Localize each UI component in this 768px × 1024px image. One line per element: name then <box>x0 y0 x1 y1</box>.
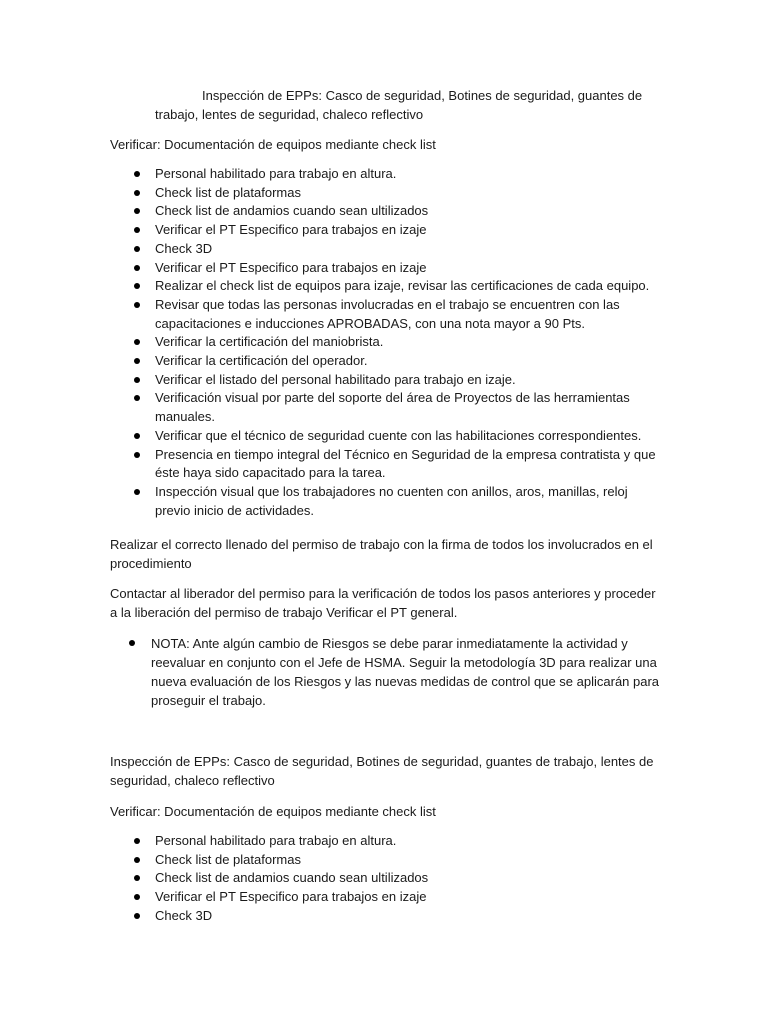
list-item: Inspección visual que los trabajadores no cuenten con anillos, aros, manillas, reloj previo inicio de actividades. <box>155 483 665 520</box>
list-item: Check 3D <box>155 240 665 259</box>
note-item: NOTA: Ante algún cambio de Riesgos se debe parar inmediatamente la actividad y reevaluar en conjunto con el Jefe de HSMA. Seguir la metodología 3D para realizar una nueva evaluación de los Riesgos y las nuevas medidas de control que se aplicarán para proseguir el trabajo. <box>151 634 671 710</box>
list-item: Check 3D <box>155 907 665 926</box>
verify-documentation-paragraph: Verificar: Documentación de equipos mediante check list <box>110 137 436 152</box>
contact-liberator-paragraph: Contactar al liberador del permiso para la verificación de todos los pasos anteriores y proceder a la liberación del permiso de trabajo Verificar el PT general. <box>110 586 656 620</box>
list-item: Personal habilitado para trabajo en altura. <box>155 832 665 851</box>
list-item: Check list de plataformas <box>155 851 665 870</box>
epp-inspection-paragraph-repeat: Inspección de EPPs: Casco de seguridad, Botines de seguridad, guantes de trabajo, lentes de seguridad, chaleco reflectivo <box>110 754 654 788</box>
list-item: Verificar el listado del personal habilitado para trabajo en izaje. <box>155 371 665 390</box>
list-item: Personal habilitado para trabajo en altura. <box>155 165 665 184</box>
list-item: Revisar que todas las personas involucradas en el trabajo se encuentren con las capacitaciones e inducciones APROBADAS, con una nota mayor a 90 Pts. <box>155 296 665 333</box>
note-bullet-list <box>151 634 671 710</box>
list-item: Check list de andamios cuando sean ultilizados <box>155 202 665 221</box>
list-item: Verificar la certificación del operador. <box>155 352 665 371</box>
checklist-bullet-list <box>155 165 665 520</box>
list-item: Check list de plataformas <box>155 184 665 203</box>
list-item: Verificar el PT Especifico para trabajos en izaje <box>155 221 665 240</box>
verify-documentation-paragraph-repeat: Verificar: Documentación de equipos mediante check list <box>110 804 436 819</box>
list-item: Verificación visual por parte del soporte del área de Proyectos de las herramientas manuales. <box>155 389 665 426</box>
list-item: Check list de andamios cuando sean ultilizados <box>155 869 665 888</box>
epp-inspection-line-2: trabajo, lentes de seguridad, chaleco reflectivo <box>155 107 424 122</box>
list-item: Realizar el check list de equipos para izaje, revisar las certificaciones de cada equipo. <box>155 277 665 296</box>
work-permit-paragraph: Realizar el correcto llenado del permiso de trabajo con la firma de todos los involucrados en el procedimiento <box>110 537 653 571</box>
epp-inspection-line-1: Inspección de EPPs: Casco de seguridad, Botines de seguridad, guantes de <box>202 88 643 103</box>
list-item: Verificar el PT Especifico para trabajos en izaje <box>155 259 665 278</box>
list-item: Verificar la certificación del maniobrista. <box>155 333 665 352</box>
list-item: Verificar el PT Especifico para trabajos en izaje <box>155 888 665 907</box>
list-item: Presencia en tiempo integral del Técnico en Seguridad de la empresa contratista y que éste haya sido capacitado para la tarea. <box>155 446 665 483</box>
list-item: Verificar que el técnico de seguridad cuente con las habilitaciones correspondientes. <box>155 427 665 446</box>
epp-inspection-paragraph <box>155 86 655 124</box>
checklist-bullet-list-repeat <box>155 832 665 926</box>
